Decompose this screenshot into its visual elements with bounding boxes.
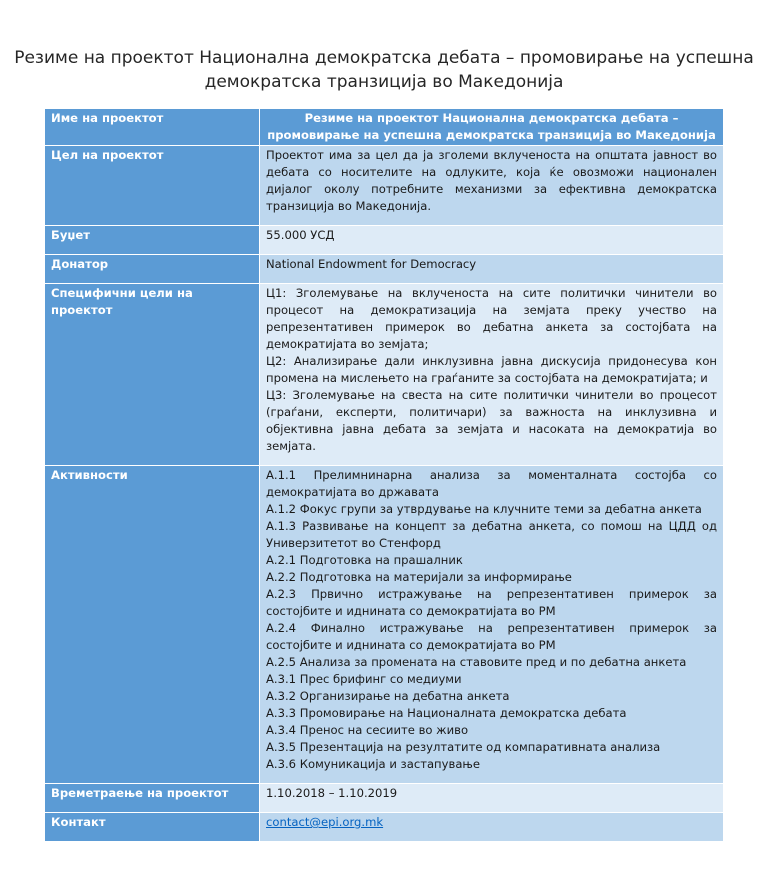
table-row-project-name <box>45 109 724 146</box>
table-row-activities <box>45 466 724 784</box>
specific-goal-item: Ц1: Зголемување на вклученоста на сите политички чинители во процесот на демократизација на земјата преку учество на репрезентативен примерок во дебатна анкета за состојбата на демократијата во земјата; <box>266 286 717 351</box>
project-summary-table <box>44 108 724 842</box>
specific-goal-item: Ц3: Зголемување на свеста на сите политички чинители во процесот (граѓани, експерти, политичари) за важноста на инклузивна и објективна јавна дебата за земјата и насоката на демократија во земјата. <box>266 388 717 453</box>
page-title-line-2: демократска транзиција во Македонија <box>204 72 564 92</box>
row-value-goal: Проектот има за цел да ја зголеми вклученоста на општата јавност во дебата со носителите на одлуките, која ќе овозможи национален дијалог околу потребните механизми за ефективна демократска транзиција во Македонија. <box>260 146 724 226</box>
activity-item: А.3.2 Организирање на дебатна анкета <box>266 689 510 703</box>
row-value-budget: 55.000 УСД <box>260 226 724 255</box>
row-label-activities: Активности <box>45 466 260 784</box>
table-row-donor <box>45 255 724 284</box>
page-title-line-1: Резиме на проектот Национална демократска дебата – промовирање на успешна <box>14 48 754 68</box>
row-value-donor: National Endowment for Democracy <box>260 255 724 284</box>
activity-item: А.1.2 Фокус групи за утврдување на клучните теми за дебатна анкета <box>266 502 702 516</box>
row-label-budget: Буџет <box>45 226 260 255</box>
row-label-project-name: Име на проектот <box>45 109 260 146</box>
row-label-donor: Донатор <box>45 255 260 284</box>
activity-item: А.3.5 Презентација на резултатите од компаративната анализа <box>266 740 661 754</box>
row-value-specific-goals <box>260 284 724 466</box>
specific-goal-item: Ц2: Анализирање дали инклузивна јавна дискусија придонесува кон промена на мислењето на граѓаните за состојбата на демократијата; и <box>266 354 717 385</box>
table-row-budget <box>45 226 724 255</box>
page-title <box>0 46 768 94</box>
activity-item: А.2.4 Финално истражување на репрезентативен примерок за состојбите и иднината со демократијата во РМ <box>266 621 717 652</box>
row-label-contact: Контакт <box>45 813 260 842</box>
table-row-duration <box>45 784 724 813</box>
activity-item: А.3.6 Комуникација и застапување <box>266 757 480 771</box>
activity-item: А.3.3 Промовирање на Националната демократска дебата <box>266 706 627 720</box>
activity-item: А.1.1 Прелимнинарна анализа за моменталната состојба со демократијата во државата <box>266 468 717 499</box>
contact-email-link[interactable]: contact@epi.org.mk <box>266 815 384 829</box>
row-value-activities <box>260 466 724 784</box>
activity-item: А.1.3 Развивање на концепт за дебатна анкета, со помош на ЦДД од Универзитетот во Стенфорд <box>266 519 717 550</box>
activity-item: А.3.4 Пренос на сесиите во живо <box>266 723 469 737</box>
activity-item: А.3.1 Прес брифинг со медиуми <box>266 672 462 686</box>
row-value-duration: 1.10.2018 – 1.10.2019 <box>260 784 724 813</box>
activity-item: А.2.3 Првично истражување на репрезентативен примерок за состојбите и иднината со демократијата во РМ <box>266 587 717 618</box>
table-row-specific-goals <box>45 284 724 466</box>
table-row-goal <box>45 146 724 226</box>
row-label-duration: Времетраење на проектот <box>45 784 260 813</box>
table-row-contact <box>45 813 724 842</box>
row-label-specific-goals: Специфични цели на проектот <box>45 284 260 466</box>
activity-item: А.2.1 Подготовка на прашалник <box>266 553 463 567</box>
activity-item: А.2.5 Анализа за промената на ставовите пред и по дебатна анкета <box>266 655 687 669</box>
activity-item: А.2.2 Подготовка на материјали за информирање <box>266 570 572 584</box>
row-value-contact <box>260 813 724 842</box>
row-label-goal: Цел на проектот <box>45 146 260 226</box>
row-value-project-name: Резиме на проектот Национална демократска дебата – промовирање на успешна демократска транзиција во Македонија <box>260 109 724 146</box>
